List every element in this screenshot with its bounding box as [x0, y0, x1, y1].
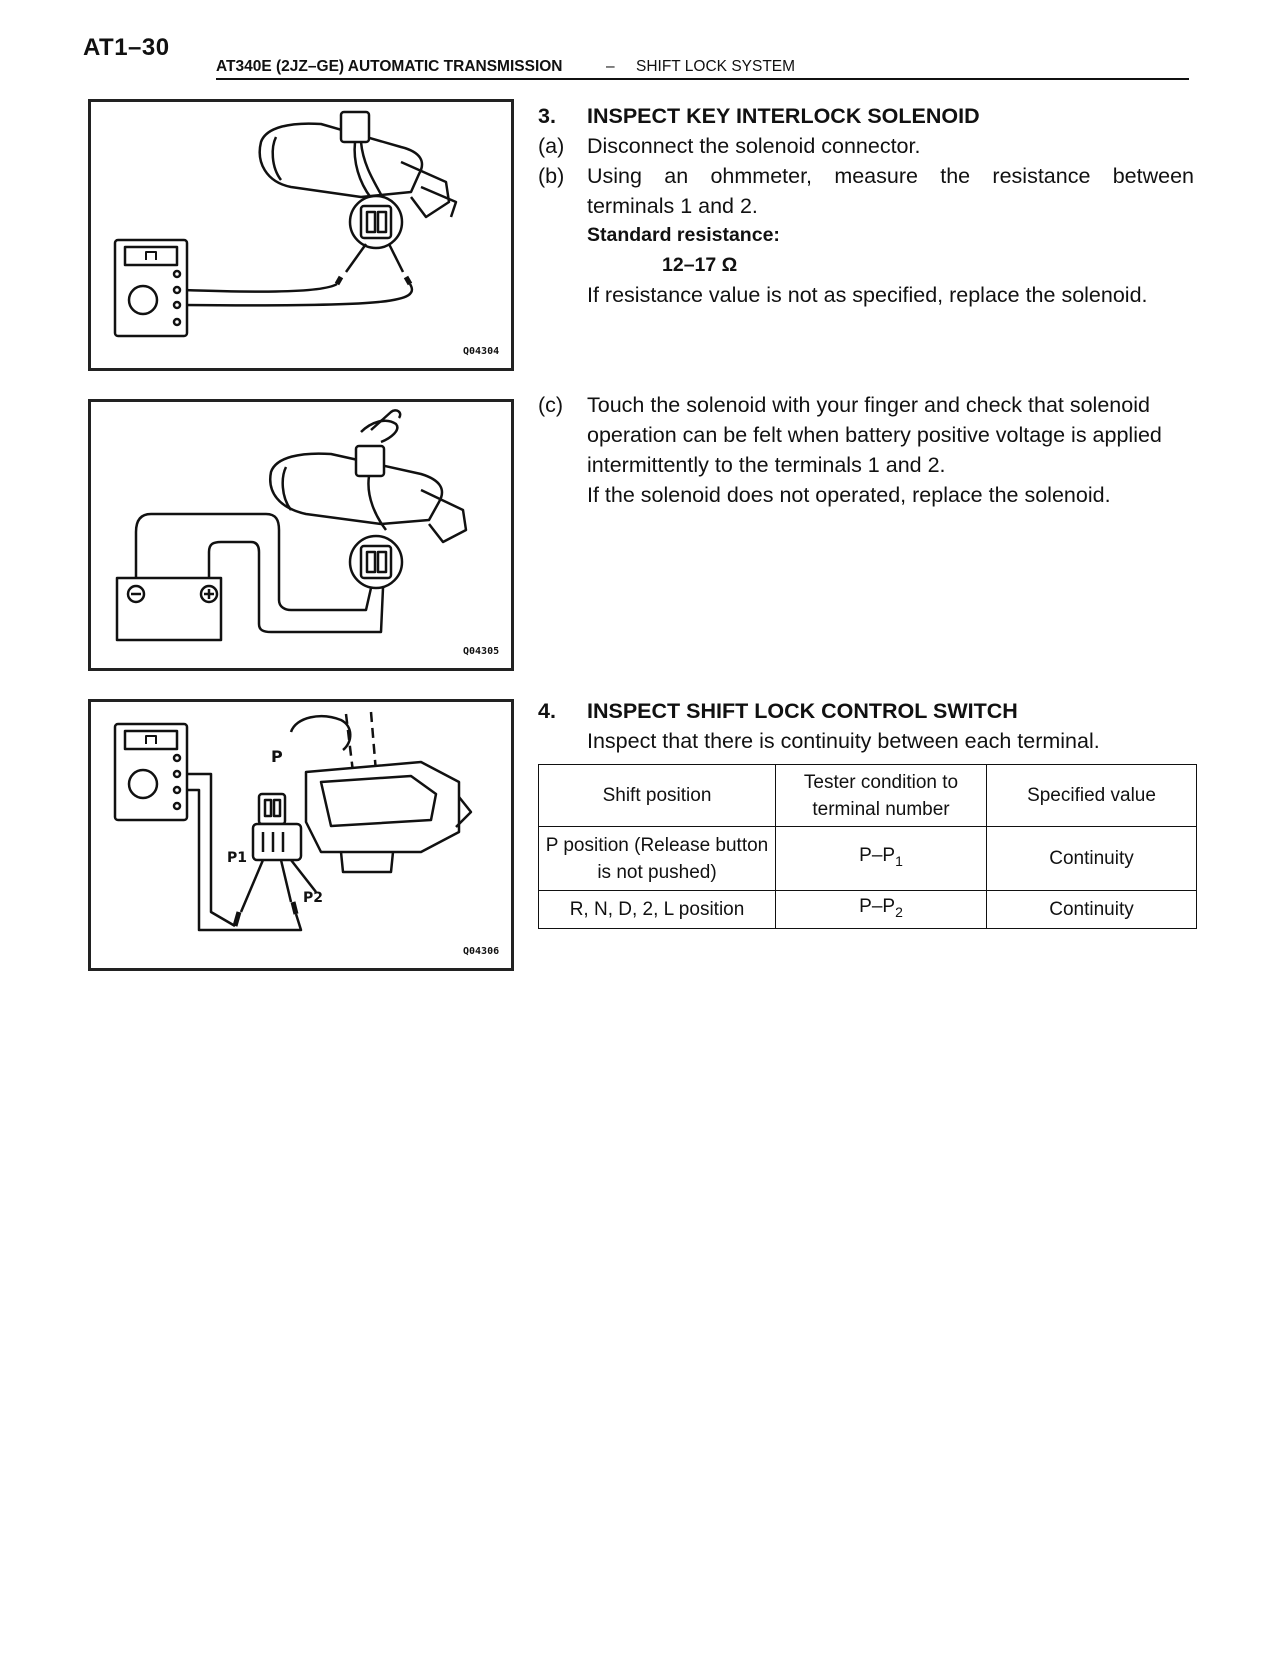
header-separator: – [606, 58, 615, 75]
step4-intro: Inspect that there is continuity between each terminal. [587, 729, 1100, 753]
table-row [539, 827, 1197, 891]
table-cell-value: Continuity [987, 827, 1197, 891]
ohmmeter-solenoid-diagram [91, 102, 511, 368]
figure-battery-solenoid [88, 399, 514, 671]
step3c-line3: intermittently to the terminals 1 and 2. [587, 453, 946, 477]
figure-code-3: Q04306 [463, 946, 500, 957]
table-row [539, 891, 1197, 929]
battery-solenoid-diagram [91, 402, 511, 668]
step3c-line1: Touch the solenoid with your finger and check that solenoid [587, 393, 1150, 417]
table-header-cell: Specified value [987, 765, 1197, 827]
table-header-cell: Shift position [539, 765, 776, 827]
step3b-line2: terminals 1 and 2. [587, 194, 758, 218]
shift-lock-switch-diagram [91, 702, 511, 968]
step3-title: INSPECT KEY INTERLOCK SOLENOID [587, 104, 980, 128]
step3a-marker: (a) [538, 134, 565, 158]
step4-number: 4. [538, 699, 556, 723]
standard-resistance-label: Standard resistance: [587, 224, 780, 246]
step4-title: INSPECT SHIFT LOCK CONTROL SWITCH [587, 699, 1018, 723]
standard-resistance-value: 12–17 Ω [662, 254, 738, 276]
step3b-marker: (b) [538, 164, 565, 188]
header-rule [216, 78, 1189, 80]
terminal-subscript: 2 [895, 903, 903, 920]
table-header-row [539, 765, 1197, 827]
step3a-text: Disconnect the solenoid connector. [587, 134, 921, 158]
label-p1: P1 [227, 850, 248, 866]
terminal-text: P–P [859, 845, 896, 867]
step3-number: 3. [538, 104, 556, 128]
figure-ohmmeter-solenoid [88, 99, 514, 371]
terminal-subscript: 1 [895, 852, 903, 869]
table-cell-position: R, N, D, 2, L position [539, 891, 776, 929]
step3c-line4: If the solenoid does not operated, replace the solenoid. [587, 483, 1111, 507]
table-cell-value: Continuity [987, 891, 1197, 929]
figure-code-2: Q04305 [463, 646, 500, 657]
terminal-text: P–P [859, 896, 896, 917]
label-p: P [271, 747, 283, 766]
step3c-line2: operation can be felt when battery positive voltage is applied [587, 423, 1162, 447]
manual-title: AT340E (2JZ–GE) AUTOMATIC TRANSMISSION [216, 58, 563, 75]
step3b-line1: Using an ohmmeter, measure the resistance between [587, 164, 1194, 188]
continuity-table [538, 764, 1197, 929]
label-p2: P2 [303, 890, 324, 906]
step3b-replace-note: If resistance value is not as specified, replace the solenoid. [587, 283, 1148, 307]
table-cell-position: P position (Release button is not pushed) [539, 827, 776, 891]
step3c-marker: (c) [538, 393, 564, 417]
figure-code-1: Q04304 [463, 346, 500, 357]
table-cell-terminal [776, 827, 987, 891]
page-number: AT1–30 [83, 34, 170, 61]
table-header-cell: Tester condition to terminal number [776, 765, 987, 827]
table-cell-terminal [776, 891, 987, 929]
section-title: SHIFT LOCK SYSTEM [636, 58, 796, 75]
figure-shift-lock-switch [88, 699, 514, 971]
